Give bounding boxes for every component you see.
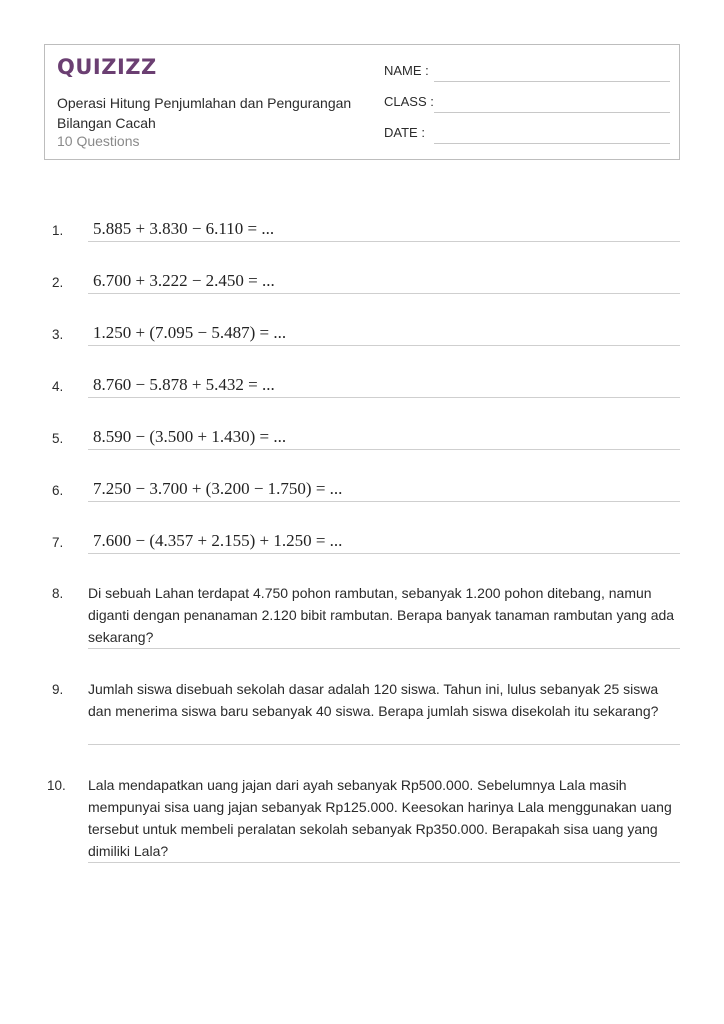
question-expression: 6.700 + 3.222 − 2.450 = ... <box>93 271 275 290</box>
question-number: 7. <box>52 535 64 550</box>
date-field[interactable] <box>384 125 670 145</box>
question-expression: 7.600 − (4.357 + 2.155) + 1.250 = ... <box>93 531 343 550</box>
worksheet-header <box>44 44 680 160</box>
question-expression: 8.760 − 5.878 + 5.432 = ... <box>93 375 275 394</box>
answer-line <box>88 345 680 346</box>
question-expression: 1.250 + (7.095 − 5.487) = ... <box>93 323 287 342</box>
name-label: NAME : <box>384 63 429 78</box>
question-expression: 7.250 − 3.700 + (3.200 − 1.750) = ... <box>93 479 343 498</box>
name-line[interactable] <box>434 81 670 82</box>
question-number: 4. <box>52 379 64 394</box>
date-label: DATE : <box>384 125 425 140</box>
worksheet-title: Operasi Hitung Penjumlahan dan Pengurangan Bilangan Cacah <box>57 95 352 131</box>
class-line[interactable] <box>434 112 670 113</box>
answer-line <box>88 449 680 450</box>
question-number: 10. <box>47 778 66 793</box>
answer-line <box>88 553 680 554</box>
answer-line <box>88 862 680 863</box>
answer-line <box>88 397 680 398</box>
question-number: 8. <box>52 586 64 601</box>
class-field[interactable] <box>384 94 670 114</box>
question-number: 2. <box>52 275 64 290</box>
question-number: 1. <box>52 223 64 238</box>
date-line[interactable] <box>434 143 670 144</box>
question-number: 3. <box>52 327 64 342</box>
question-expression: 5.885 + 3.830 − 6.110 = ... <box>93 219 275 238</box>
answer-line <box>88 744 680 745</box>
question-expression: 8.590 − (3.500 + 1.430) = ... <box>93 427 287 446</box>
question-text: Jumlah siswa disebuah sekolah dasar adalah 120 siswa. Tahun ini, lulus sebanyak 25 siswa dan menerima siswa baru sebanyak 40 siswa. Berapa jumlah siswa disekolah itu sekarang? <box>88 681 659 719</box>
quizizz-logo: QUIZIZZ <box>57 55 157 79</box>
question-text: Di sebuah Lahan terdapat 4.750 pohon rambutan, sebanyak 1.200 pohon ditebang, namun diganti dengan penanaman 2.120 bibit rambutan. Berapa banyak tanaman rambutan yang ada sekarang? <box>88 585 675 645</box>
answer-line <box>88 648 680 649</box>
name-field[interactable] <box>384 63 670 83</box>
class-label: CLASS : <box>384 94 434 109</box>
answer-line <box>88 501 680 502</box>
question-number: 5. <box>52 431 64 446</box>
question-number: 6. <box>52 483 64 498</box>
answer-line <box>88 293 680 294</box>
question-text: Lala mendapatkan uang jajan dari ayah sebanyak Rp500.000. Sebelumnya Lala masih mempunyai sisa uang jajan sebanyak Rp125.000. Keesokan harinya Lala menggunakan uang tersebut untuk membeli peralatan sekolah sebanyak Rp350.000. Berapakah sisa uang yang dimiliki Lala? <box>88 777 672 859</box>
question-count: 10 Questions <box>57 133 140 149</box>
answer-line <box>88 241 680 242</box>
question-number: 9. <box>52 682 64 697</box>
